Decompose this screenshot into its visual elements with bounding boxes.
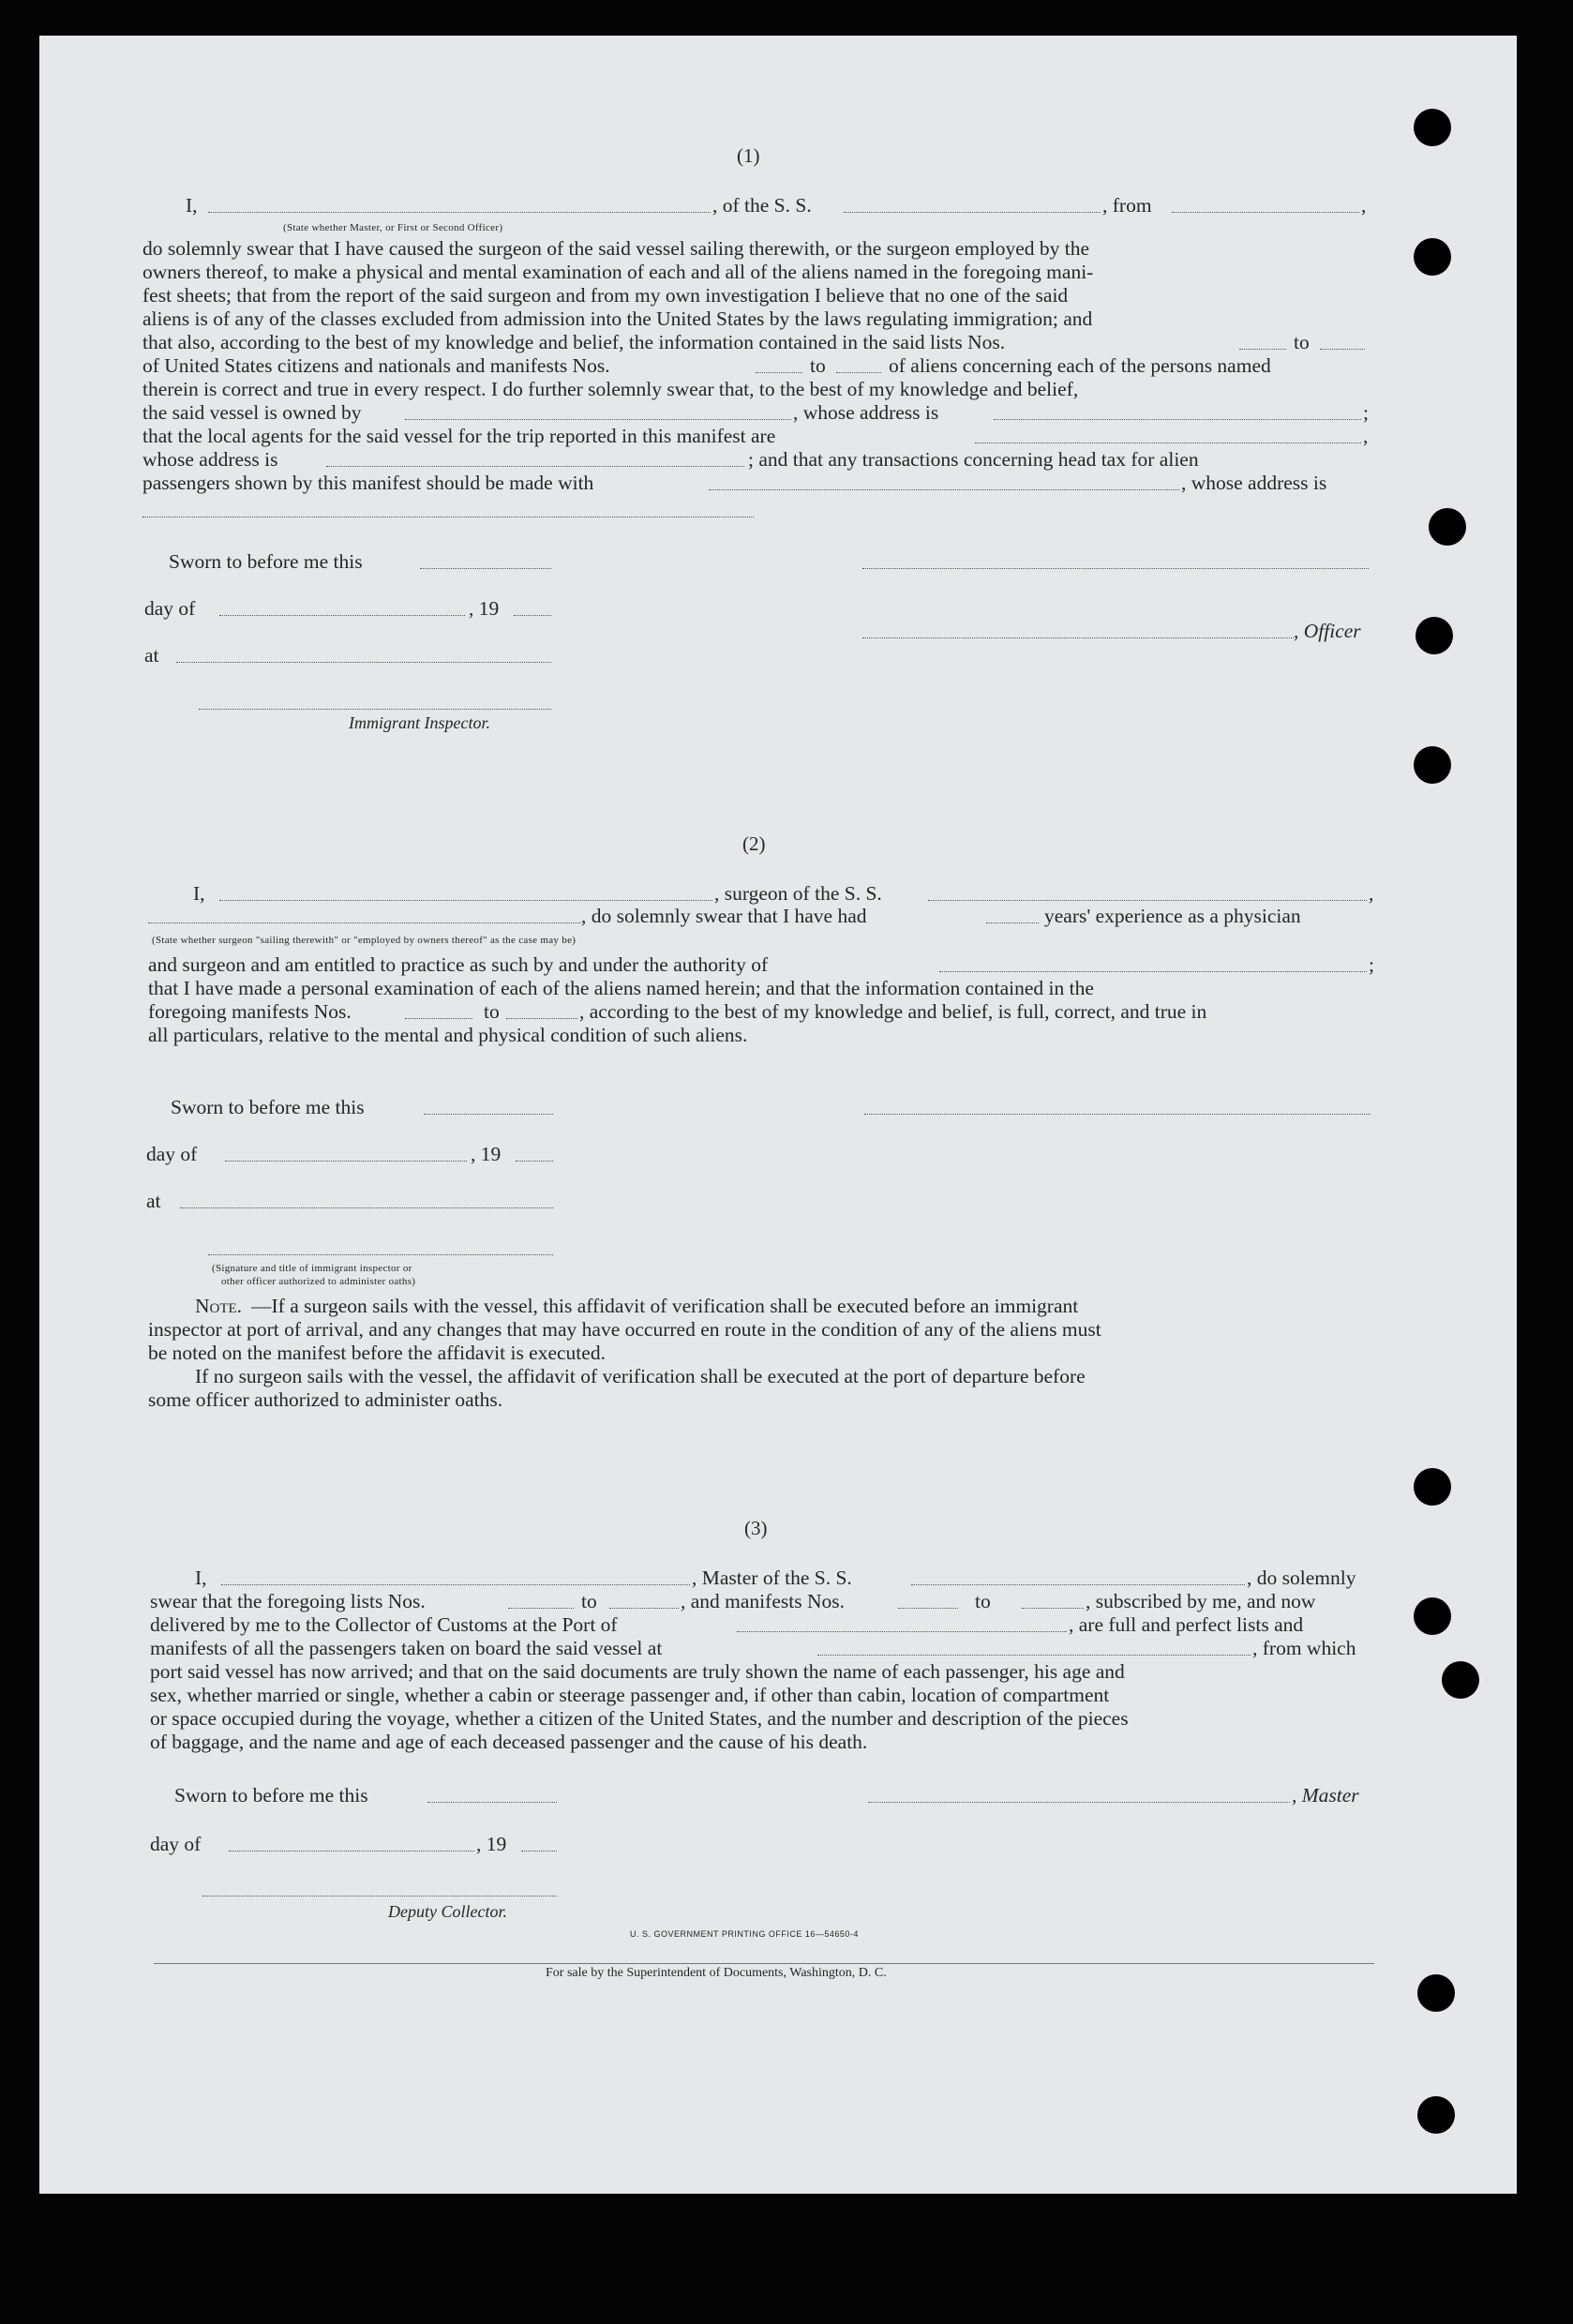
lists-to-field[interactable]: [609, 1589, 679, 1609]
sale-notice: For sale by the Superintendent of Documents, Washington, D. C.: [546, 1966, 887, 1980]
to-label: to: [581, 1590, 597, 1612]
agents-address-field[interactable]: [326, 447, 744, 467]
to-label: to: [484, 1000, 500, 1023]
punch-hole: [1414, 238, 1451, 276]
day-of-label: day of: [144, 597, 196, 620]
surgeon-status-field[interactable]: [148, 904, 581, 923]
at-place-field[interactable]: [176, 643, 551, 663]
punch-hole: [1429, 508, 1466, 546]
body-line: or space occupied during the voyage, whether a citizen of the United States, and the number and description of the pieces: [150, 1707, 1129, 1730]
day-of-label: day of: [150, 1833, 202, 1855]
officer-label: , Officer: [1294, 620, 1361, 642]
i-label: I,: [193, 882, 205, 905]
boarding-port-field[interactable]: [817, 1636, 1251, 1656]
manifests-from-field[interactable]: [898, 1589, 958, 1609]
inspector-signature-field[interactable]: [199, 690, 551, 710]
body-line: foregoing manifests Nos.: [148, 1000, 352, 1023]
comma: ,: [1369, 882, 1374, 905]
owner-field[interactable]: [405, 400, 791, 420]
day-of-field[interactable]: [229, 1832, 474, 1852]
authority-field[interactable]: [939, 952, 1367, 972]
body-line: , according to the best of my knowledge and belief, is full, correct, and true in: [579, 1000, 1207, 1023]
officer-rank-field[interactable]: [208, 193, 711, 213]
year-label: , 19: [469, 597, 500, 620]
manifests-from-field[interactable]: [405, 999, 472, 1019]
body-line: manifests of all the passengers taken on board the said vessel at: [150, 1637, 663, 1659]
semicolon: ;: [1369, 953, 1374, 976]
body-line: sex, whether married or single, whether a cabin or steerage passenger and, if other than cabin, location of compartment: [150, 1684, 1110, 1706]
to-label: to: [975, 1590, 991, 1612]
punch-hole: [1442, 1661, 1479, 1699]
master-signature-field[interactable]: [868, 1783, 1290, 1803]
note-label: Note.: [195, 1295, 243, 1317]
lists-from-field[interactable]: [1239, 330, 1286, 350]
note-text: If no surgeon sails with the vessel, the affidavit of verification shall be executed at the port of departure before: [195, 1365, 1086, 1387]
body-line: all particulars, relative to the mental and physical condition of such aliens.: [148, 1024, 748, 1046]
year-label: , 19: [476, 1833, 507, 1855]
deputy-label: Deputy Collector.: [388, 1902, 507, 1921]
body-line: , do solemnly: [1247, 1567, 1356, 1589]
year-label: , 19: [471, 1143, 502, 1165]
body-line: that also, according to the best of my knowledge and belief, the information contained in the said lists Nos.: [142, 331, 1006, 353]
gpo-imprint: U. S. GOVERNMENT PRINTING OFFICE 16—54650-4: [630, 1929, 859, 1939]
year-field[interactable]: [521, 1832, 557, 1852]
master-label: , Master: [1292, 1784, 1359, 1807]
body-line: of baggage, and the name and age of each deceased passenger and the cause of his death.: [150, 1731, 868, 1753]
sworn-date-field[interactable]: [427, 1783, 557, 1803]
body-line: do solemnly swear that I have caused the surgeon of the said vessel sailing therewith, or the surgeon employed by the: [142, 237, 1090, 260]
section-1-heading: (1): [737, 144, 760, 167]
sworn-label: Sworn to before me this: [174, 1784, 368, 1807]
at-label: at: [146, 1190, 161, 1212]
manifests-to-field[interactable]: [1022, 1589, 1084, 1609]
day-of-field[interactable]: [219, 596, 465, 616]
body-line: of aliens concerning each of the persons named: [889, 354, 1271, 377]
section-3-heading: (3): [744, 1517, 768, 1539]
port-field[interactable]: [737, 1612, 1067, 1632]
of-ss-label: , of the S. S.: [712, 194, 812, 217]
ship-name-field[interactable]: [844, 193, 1101, 213]
year-field[interactable]: [514, 596, 551, 616]
manifests-to-field[interactable]: [506, 999, 577, 1019]
lists-to-field[interactable]: [1320, 330, 1365, 350]
body-line: aliens is of any of the classes excluded from admission into the United States by the laws regulating immigration; and: [142, 307, 1093, 330]
officer-signature-field[interactable]: [862, 619, 1294, 638]
body-line: the said vessel is owned by: [142, 401, 362, 424]
to-label: to: [1294, 331, 1310, 353]
note-text: be noted on the manifest before the affidavit is executed.: [148, 1342, 606, 1364]
at-label: at: [144, 644, 159, 667]
sworn-date-field[interactable]: [424, 1095, 553, 1115]
body-line: years' experience as a physician: [1044, 905, 1301, 927]
local-agents-field[interactable]: [975, 424, 1361, 443]
from-label: , from: [1102, 194, 1152, 217]
body-line: , do solemnly swear that I have had: [581, 905, 867, 927]
body-line: owners thereof, to make a physical and mental examination of each and all of the aliens named in the foregoing mani-: [142, 261, 1094, 283]
deputy-signature-field[interactable]: [202, 1877, 557, 1897]
body-line: that I have made a personal examination of each of the aliens named herein; and that the information contained in the: [148, 977, 1094, 999]
note-text: —If a surgeon sails with the vessel, this affidavit of verification shall be executed before an immigrant: [251, 1295, 1079, 1317]
semicolon: ;: [1363, 401, 1369, 424]
comma: ,: [1363, 425, 1369, 447]
surgeon-ship-field[interactable]: [928, 881, 1367, 901]
note-text: inspector at port of arrival, and any changes that may have occurred en route in the condition of any of the aliens must: [148, 1318, 1101, 1341]
official-signature-field[interactable]: [208, 1236, 553, 1255]
body-line: , from which: [1252, 1637, 1356, 1659]
body-line: , and manifests Nos.: [681, 1590, 845, 1612]
punch-hole: [1416, 617, 1453, 654]
body-line: of United States citizens and nationals and manifests Nos.: [142, 354, 610, 377]
inspector-label: Immigrant Inspector.: [349, 713, 490, 732]
day-of-field[interactable]: [225, 1142, 467, 1162]
body-line: , subscribed by me, and now: [1086, 1590, 1316, 1612]
i-label: I,: [186, 194, 198, 217]
body-line: therein is correct and true in every respect. I do further solemnly swear that, to the best of my knowledge and belief,: [142, 378, 1079, 400]
rank-instruction: (State whether Master, or First or Second Officer): [283, 222, 503, 233]
signature-instruction: (Signature and title of immigrant inspector or: [212, 1263, 412, 1274]
body-line: , are full and perfect lists and: [1069, 1613, 1304, 1636]
head-tax-party-field[interactable]: [709, 471, 1179, 490]
body-line: delivered by me to the Collector of Customs at the Port of: [150, 1613, 618, 1636]
body-line: ; and that any transactions concerning head tax for alien: [748, 448, 1199, 471]
punch-hole: [1414, 1597, 1451, 1635]
manifests-from-field[interactable]: [756, 353, 802, 373]
years-field[interactable]: [986, 904, 1039, 923]
owner-address-field[interactable]: [994, 400, 1361, 420]
at-place-field[interactable]: [180, 1189, 553, 1208]
body-line: swear that the foregoing lists Nos.: [150, 1590, 426, 1612]
punch-hole: [1414, 109, 1451, 146]
punch-hole: [1414, 746, 1451, 784]
section-2-heading: (2): [742, 832, 766, 855]
signature-instruction: other officer authorized to administer oaths): [221, 1276, 416, 1287]
body-line: and surgeon and am entitled to practice as such by and under the authority of: [148, 953, 769, 976]
body-line: , whose address is: [1181, 472, 1327, 494]
sworn-label: Sworn to before me this: [171, 1096, 365, 1118]
surgeon-name-field[interactable]: [219, 881, 712, 901]
to-label: to: [810, 354, 826, 377]
sworn-date-field[interactable]: [420, 549, 551, 569]
day-of-label: day of: [146, 1143, 198, 1165]
surgeon-label: , surgeon of the S. S.: [714, 882, 882, 905]
body-line: that the local agents for the said vessel for the trip reported in this manifest are: [142, 425, 776, 447]
master-ship-field[interactable]: [911, 1566, 1245, 1585]
note-text: some officer authorized to administer oaths.: [148, 1388, 503, 1411]
comma: ,: [1361, 194, 1367, 217]
punch-hole: [1417, 1974, 1455, 2012]
punch-hole: [1417, 2096, 1455, 2134]
master-signature-field[interactable]: [862, 549, 1369, 569]
body-line: , Master of the S. S.: [692, 1567, 852, 1589]
year-field[interactable]: [516, 1142, 553, 1162]
body-line: fest sheets; that from the report of the said surgeon and from my own investigation I believe that no one of the said: [142, 284, 1069, 307]
surgeon-signature-field[interactable]: [864, 1095, 1371, 1115]
head-tax-address-field[interactable]: [142, 498, 754, 517]
lists-from-field[interactable]: [508, 1589, 574, 1609]
surgeon-instruction: (State whether surgeon "sailing therewith" or "employed by owners thereof" as the case may be): [152, 935, 577, 946]
master-name-field[interactable]: [221, 1566, 690, 1585]
body-line: , whose address is: [793, 401, 939, 424]
body-line: whose address is: [142, 448, 278, 471]
from-port-field[interactable]: [1172, 193, 1359, 213]
sworn-label: Sworn to before me this: [169, 550, 363, 573]
manifests-to-field[interactable]: [836, 353, 881, 373]
punch-hole: [1414, 1468, 1451, 1506]
body-line: passengers shown by this manifest should be made with: [142, 472, 594, 494]
i-label: I,: [195, 1567, 207, 1589]
body-line: port said vessel has now arrived; and that on the said documents are truly shown the name of each passenger, his age and: [150, 1660, 1125, 1683]
